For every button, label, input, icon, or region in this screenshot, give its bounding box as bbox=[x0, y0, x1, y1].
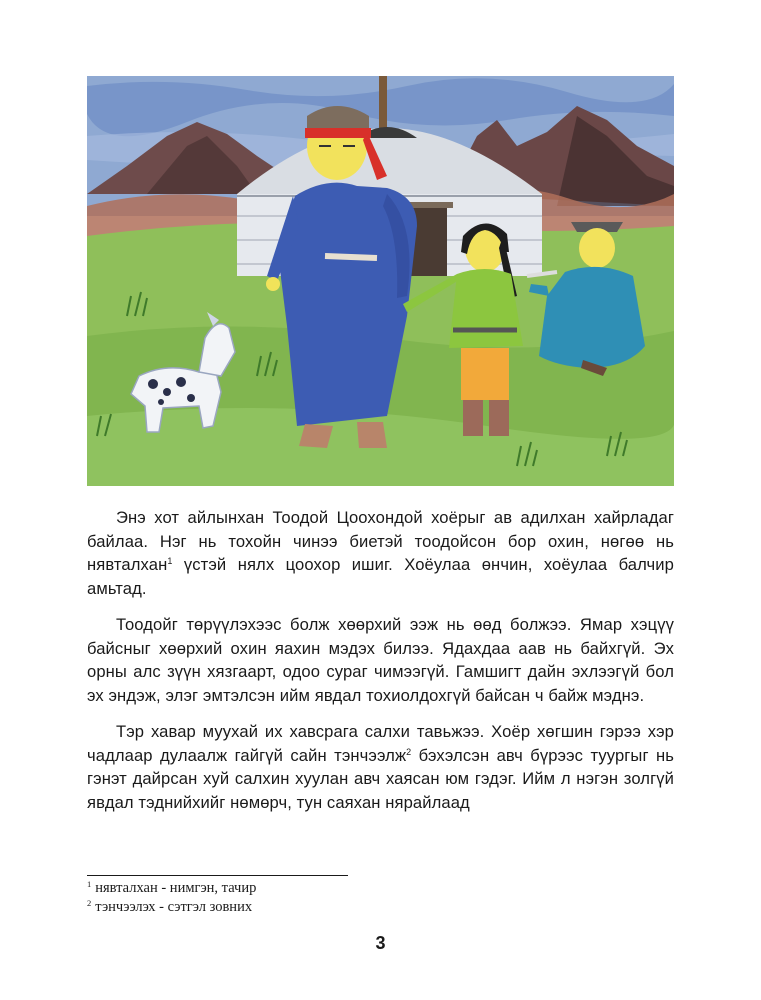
footnote-divider bbox=[87, 875, 348, 876]
paragraph-2 bbox=[87, 613, 674, 707]
footnote-2-number: 2 bbox=[87, 898, 92, 908]
paragraph-3-part-2: бэхэлсэн авч бүрээс туургыг нь гэнэт дайрсан хуй салхин хуулан авч хаясан юм гэдэг. Ийм л нэгэн золгүй явдал тэднийхийг нөмөрч, тун саяхан нярайлаад bbox=[87, 745, 674, 812]
footnote-ref-2: 2 bbox=[406, 746, 412, 757]
paragraph-2-text: Тоодойг төрүүлэхээс болж хөөрхий ээж нь өөд болжээ. Ямар хэцүү байсныг хөөрхий охин яахин мэдэх билээ. Ядахдаа аав нь байхгүй. Эх орны алс зүүн хязгаарт, одоо сураг чимээгүй. Гамшигт дайн эхлээгүй бол эх эндэж, элэг эмтэлсэн ийм явдал тохиолдохгүй байсан ч байж мэднэ. bbox=[87, 615, 674, 705]
paragraph-1-part-1: Энэ хот айлынхан Тоодой Цоохондой хоёрыг ав адилхан хайрладаг байлаа. Нэг нь тохойн чинээ биетэй тоодойсон бор охин, нөгөө нь нявталхан bbox=[87, 508, 674, 574]
footnote-1-number: 1 bbox=[87, 879, 92, 889]
footnote-1 bbox=[87, 879, 487, 898]
story-illustration bbox=[87, 76, 674, 486]
paragraph-1-part-2: үстэй нялх цоохор ишиг. Хоёулаа өнчин, хоёулаа балчир амьтад. bbox=[87, 555, 674, 598]
footnotes bbox=[87, 879, 487, 917]
footnote-2 bbox=[87, 898, 487, 917]
page-number: 3 bbox=[375, 933, 386, 953]
paragraph-3-part-1: Тэр хавар муухай их хавсрага салхи тавьжээ. Хоёр хөгшин гэрээ хэр чадлаар дулаалж гайгүй сайн тэнчээлж bbox=[87, 722, 674, 765]
paragraph-3 bbox=[87, 720, 674, 814]
story-text bbox=[87, 506, 674, 827]
footnote-1-text: нявталхан - нимгэн, тачир bbox=[95, 880, 257, 896]
footnote-ref-1: 1 bbox=[167, 556, 173, 566]
paragraph-1 bbox=[87, 506, 674, 600]
footnote-2-text: тэнчээлэх - сэтгэл зовних bbox=[95, 899, 253, 915]
